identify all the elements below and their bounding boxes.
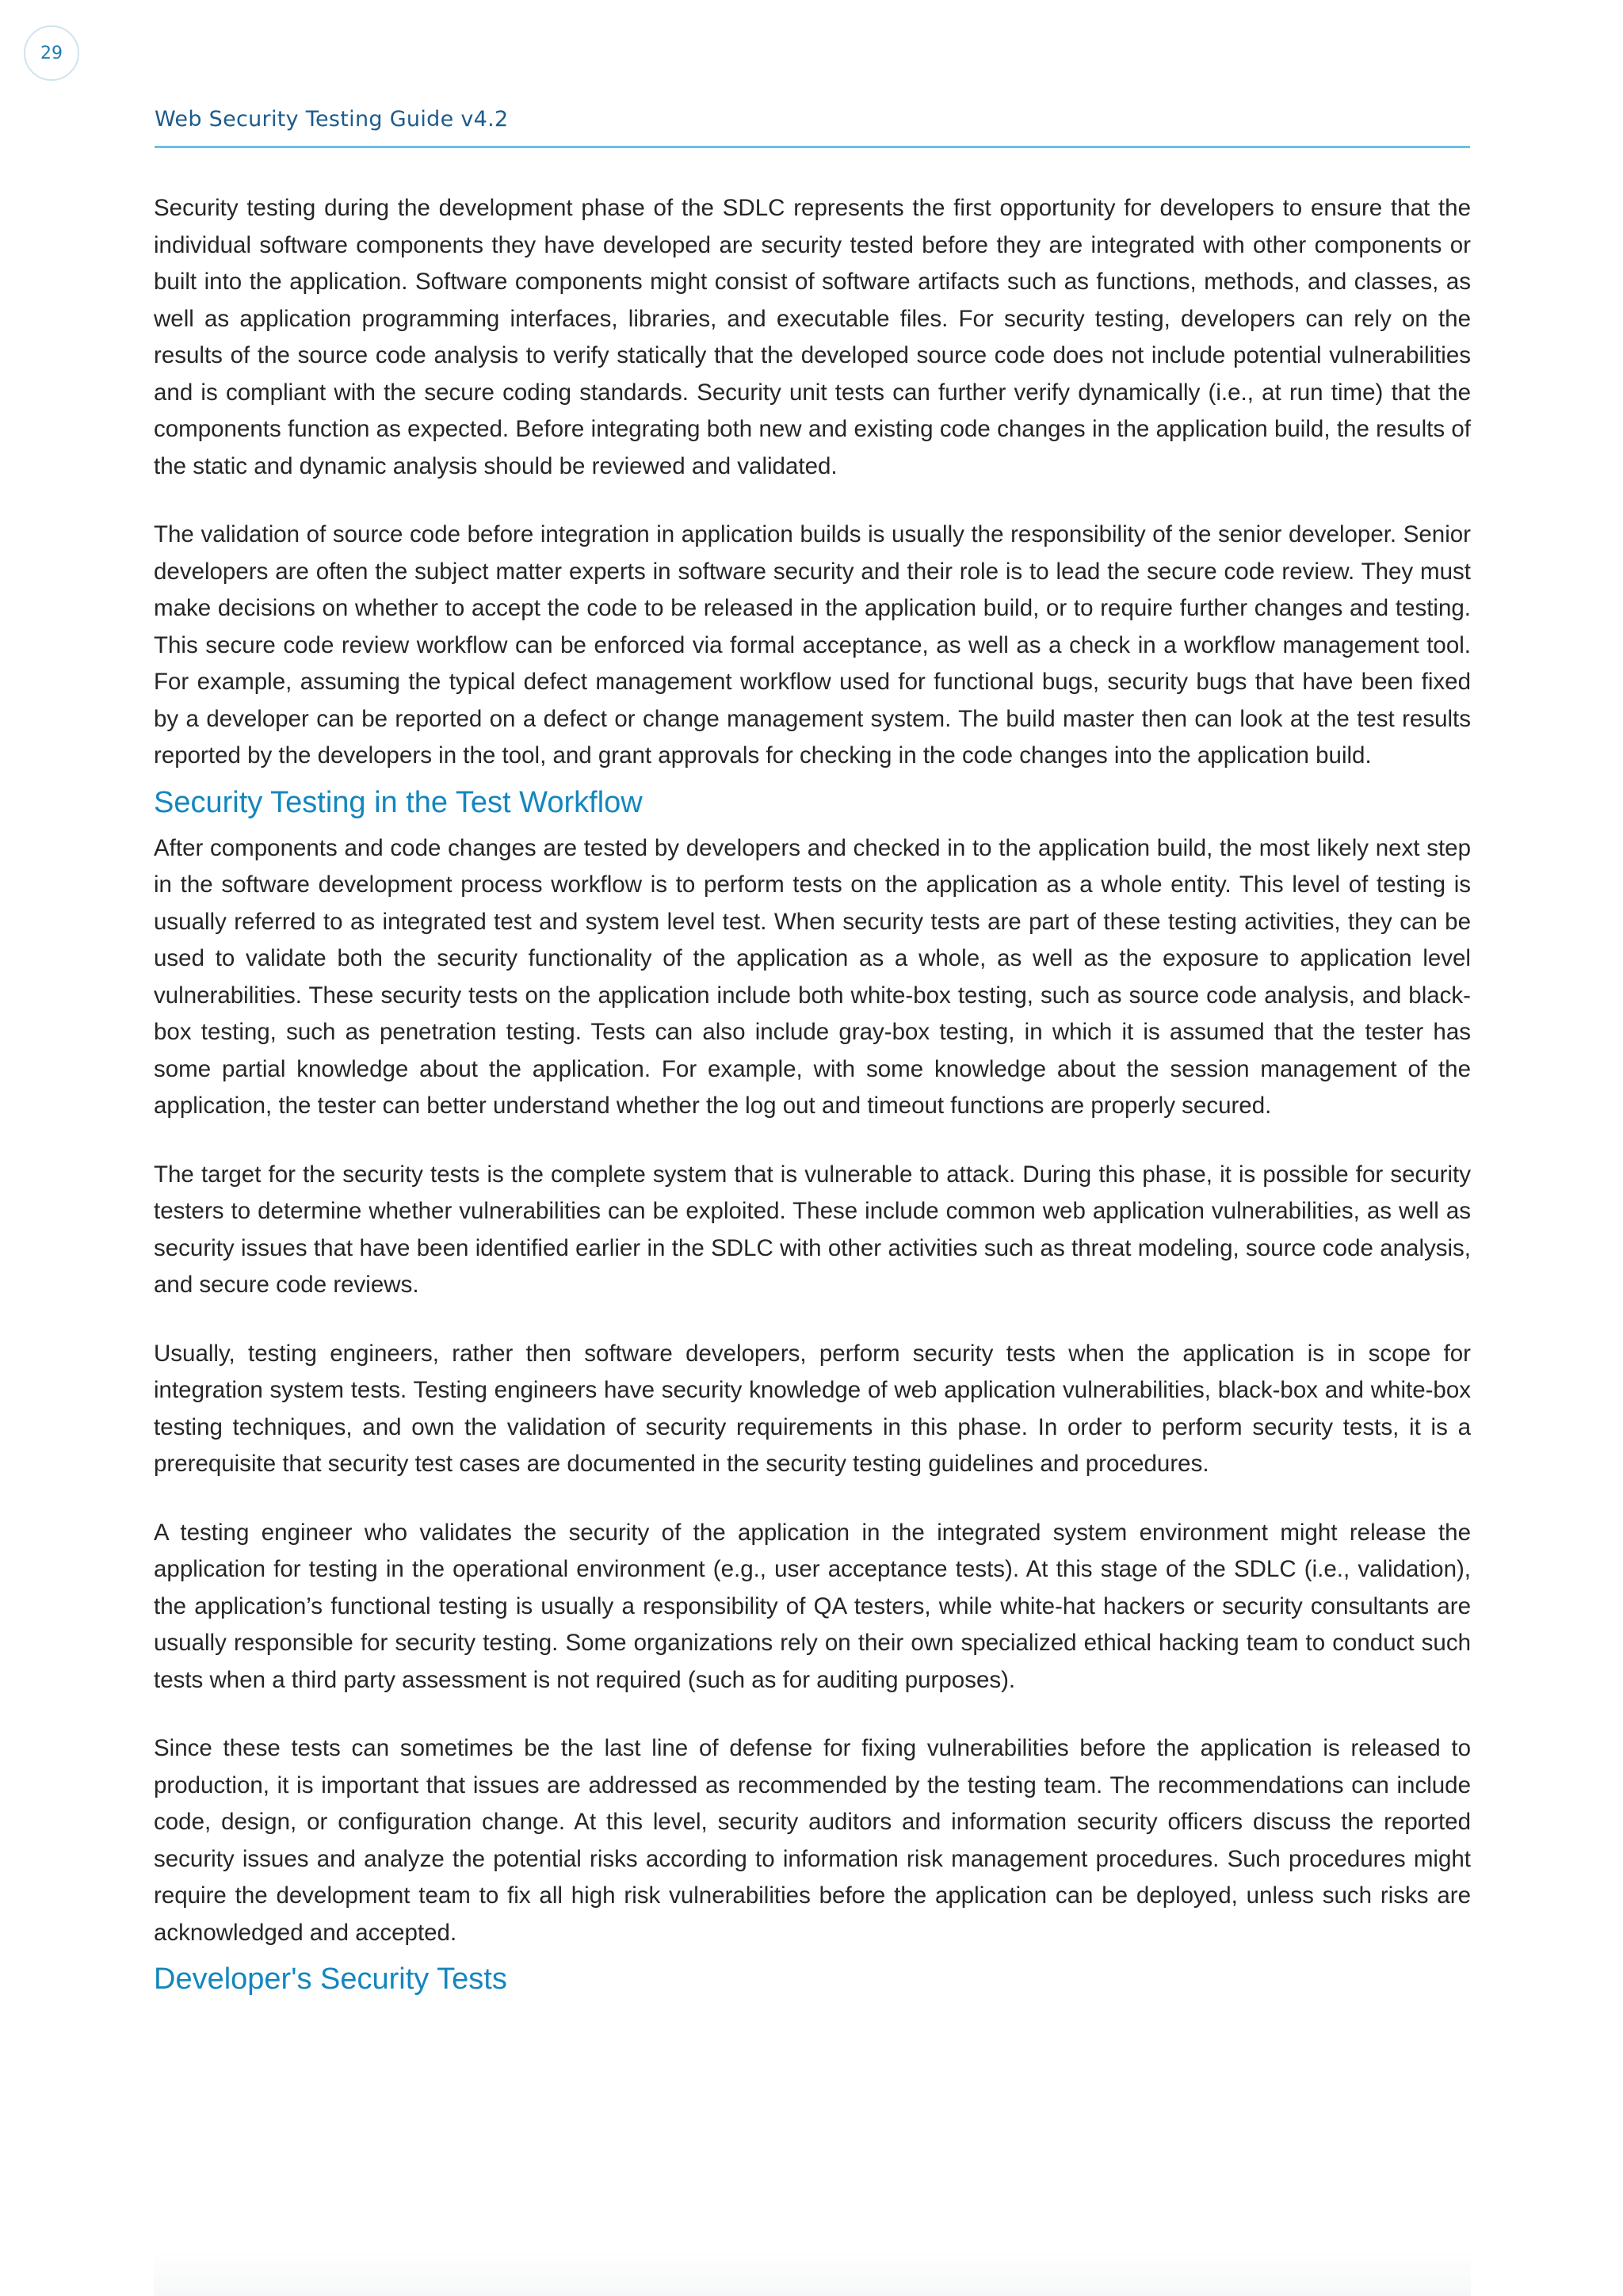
paragraph: After components and code changes are tested by developers and checked in to the application build, the most likely next step in the software development process workflow is to perform tests on the application as a whole entity. This level of testing is usually referred to as integrated test and system level test. When security tests are part of these testing activities, they can be used to validate both the security functionality of the application as a whole, as well as the exposure to application level vulnerabilities. These security tests on the application include both white-box testing, such as source code analysis, and black-box testing, such as penetration testing. Tests can also include gray-box testing, in which it is assumed that the tester has some partial knowledge about the application. For example, with some knowledge about the session management of the application, the tester can better understand whether the log out and timeout functions are properly secured. xyxy=(154,834,1471,1119)
document-body xyxy=(154,190,1471,2007)
paragraph: The validation of source code before integration in application builds is usually the responsibility of the senior developer. Senior developers are often the subject matter experts in software security and their role is to lead the secure code review. They must make decisions on whether to accept the code to be released in the application build, or to require further changes and testing. This secure code review workflow can be enforced via formal acceptance, as well as a check in a workflow management tool. For example, assuming the typical defect management workflow used for functional bugs, security bugs that have been fixed by a developer can be reported on a defect or change management system. The build master then can look at the test results reported by the developers in the tool, and grant approvals for checking in the code changes into the application build. xyxy=(154,521,1471,769)
paragraph: Usually, testing engineers, rather then software developers, perform security tests when the application is in scope for integration system tests. Testing engineers have security knowledge of web application vulnerabilities, black-box and white-box testing techniques, and own the validation of security requirements in this phase. In order to perform security tests, it is a prerequisite that security test cases are documented in the security testing guidelines and procedures. xyxy=(154,1340,1471,1477)
page-number-badge xyxy=(24,25,79,81)
page-bottom-shade xyxy=(154,2250,1471,2296)
running-header: Web Security Testing Guide v4.2 xyxy=(155,107,509,132)
paragraph: Security testing during the development phase of the SDLC represents the first opportunity for developers to ensure that the individual software components they have developed are security tested before they are integrated with other components or built into the application. Software components might consist of software artifacts such as functions, methods, and classes, as well as application programming interfaces, libraries, and executable files. For security testing, developers can rely on the results of the source code analysis to verify statically that the developed source code does not include potential vulnerabilities and is compliant with the secure coding standards. Security unit tests can further verify dynamically (i.e., at run time) that the components function as expected. Before integrating both new and existing code changes in the application build, the results of the static and dynamic analysis should be reviewed and validated. xyxy=(154,195,1471,479)
section-heading-test-workflow: Security Testing in the Test Workflow xyxy=(154,785,643,819)
header-divider xyxy=(155,146,1470,148)
paragraph: A testing engineer who validates the security of the application in the integrated system environment might release the application for testing in the operational environment (e.g., user acceptance tests). At this stage of the SDLC (i.e., validation), the application’s functional testing is usually a responsibility of QA testers, while white-hat hackers or security consultants are usually responsible for security testing. Some organizations rely on their own specialized ethical hacking team to conduct such tests when a third party assessment is not required (such as for auditing purposes). xyxy=(154,1519,1471,1693)
paragraph: The target for the security tests is the complete system that is vulnerable to attack. During this phase, it is possible for security testers to determine whether vulnerabilities can be exploited. These include common web application vulnerabilities, as well as security issues that have been identified earlier in the SDLC with other activities such as threat modeling, source code analysis, and secure code reviews. xyxy=(154,1161,1471,1298)
section-heading-developer-tests: Developer's Security Tests xyxy=(154,1962,507,1996)
paragraph: Since these tests can sometimes be the last line of defense for fixing vulnerabilities before the application is released to production, it is important that issues are addressed as recommended by the testing team. The recommendations can include code, design, or configuration change. At this level, security auditors and information security officers discuss the reported security issues and analyze the potential risks according to information risk management procedures. Such procedures might require the development team to fix all high risk vulnerabilities before the application can be deployed, unless such risks are acknowledged and accepted. xyxy=(154,1735,1471,1946)
page-number: 29 xyxy=(40,43,63,63)
